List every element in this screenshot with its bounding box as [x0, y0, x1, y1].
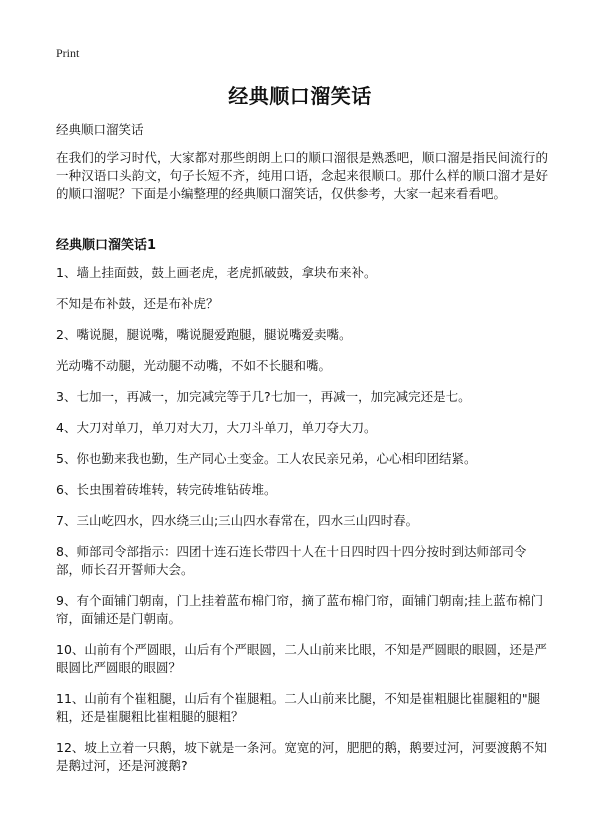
list-item: 1、墙上挂面鼓，鼓上画老虎，老虎抓破鼓，拿块布来补。: [56, 265, 377, 280]
list-item: 11、山前有个崔粗腿，山后有个崔腿粗。二人山前来比腿，不知是崔粗腿比崔腿粗的"腿粗，还是崔腿粗比崔粗腿的腿粗？: [56, 691, 541, 724]
list-item: 9、有个面铺门朝南，门上挂着蓝布棉门帘，摘了蓝布棉门帘，面铺门朝南;挂上蓝布棉门帘，面铺还是门朝南。: [56, 593, 544, 626]
list-item: 6、长虫围着砖堆转，转完砖堆钻砖堆。: [56, 482, 277, 497]
intro-paragraph: 在我们的学习时代，大家都对那些朗朗上口的顺口溜很是熟悉吧，顺口溜是指民间流行的一种汉语口头韵文，句子长短不齐，纯用口语，念起来很顺口。那什么样的顺口溜才是好的顺口溜呢？下面是小编整理的经典顺口溜笑话，仅供参考，大家一起来看看吧。: [56, 150, 548, 201]
list-item: 4、大刀对单刀，单刀对大刀，大刀斗单刀，单刀夺大刀。: [56, 420, 377, 435]
list-item: 光动嘴不动腿，光动腿不动嘴，不如不长腿和嘴。: [56, 358, 332, 373]
list-item: 5、你也勤来我也勤，生产同心土变金。工人农民亲兄弟，心心相印团结紧。: [56, 451, 477, 466]
list-item: 3、七加一，再减一，加完减完等于几?七加一，再减一，加完减完还是七。: [56, 389, 471, 404]
list-item: 2、嘴说腿，腿说嘴，嘴说腿爱跑腿，腿说嘴爱卖嘴。: [56, 327, 352, 342]
section-heading: 经典顺口溜笑话1: [56, 238, 157, 253]
list-item: 12、坡上立着一只鹅，坡下就是一条河。宽宽的河，肥肥的鹅，鹅要过河，河要渡鹅不知是鹅过河，还是河渡鹅?: [56, 740, 547, 773]
print-link[interactable]: Print: [56, 46, 80, 60]
list-item: 8、师部司令部指示：四团十连石连长带四十人在十日四时四十四分按时到达师部司令部，师长召开誓师大会。: [56, 544, 527, 577]
list-item: 7、三山屹四水，四水绕三山;三山四水春常在，四水三山四时春。: [56, 513, 419, 528]
joke-list: [56, 264, 548, 788]
list-item: 10、山前有个严圆眼，山后有个严眼圆，二人山前来比眼，不知是严圆眼的眼圆，还是严眼圆比严圆眼的眼圆？: [56, 642, 547, 675]
article-subtitle: 经典顺口溜笑话: [56, 122, 144, 137]
page-title: 经典顺口溜笑话: [228, 84, 372, 108]
list-item: 不知是布补鼓，还是布补虎？: [56, 296, 219, 311]
